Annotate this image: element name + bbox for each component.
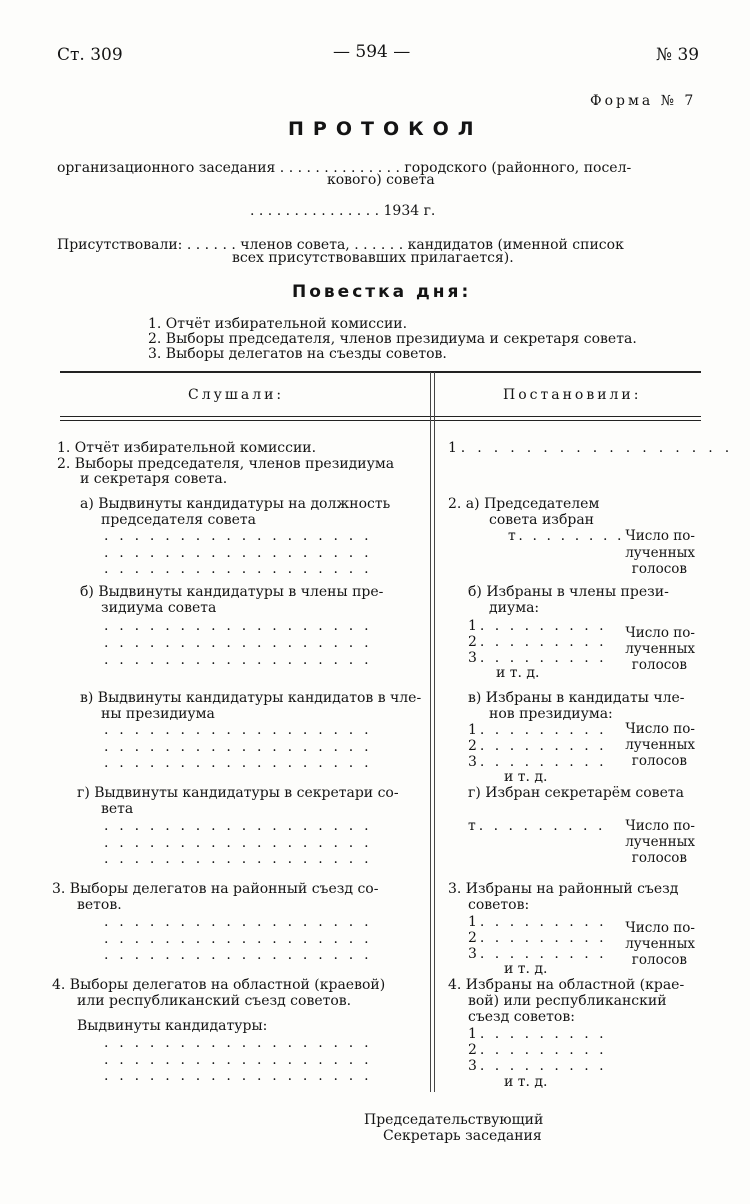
- votes-label-1: Число по-: [625, 818, 695, 834]
- votes-label-2: лученных: [625, 737, 695, 753]
- dots-row: . . . . . . . . . . . . . . . . . .: [104, 835, 372, 851]
- numbered-line: 2. . . . . . . . .: [468, 634, 607, 650]
- right-2a-name: т. . . . . . . .: [508, 528, 625, 544]
- numbered-line: 2. . . . . . . . .: [468, 930, 607, 946]
- dots-row: . . . . . . . . . . . . . . . . . .: [104, 1052, 372, 1068]
- right-2v-cont: нов президиума:: [489, 706, 613, 722]
- numbered-line: 3. . . . . . . . .: [468, 650, 607, 666]
- right-item-4-cont: вой) или республиканский: [468, 993, 667, 1009]
- agenda-item-2: 2. Выборы председателя, членов президиума и секретаря совета.: [148, 331, 637, 347]
- page-number: — 594 —: [333, 42, 411, 62]
- left-item-1: 1. Отчёт избирательной комиссии.: [57, 440, 317, 456]
- votes-label-3: голосов: [631, 561, 687, 577]
- right-item-1: 1. . . . . . . . . . . . . . . . .: [448, 440, 733, 456]
- numbered-line: 3. . . . . . . . .: [468, 1058, 607, 1074]
- present-line-1: Присутствовали: . . . . . . членов совета, . . . . . . кандидатов (именной список: [57, 237, 624, 253]
- right-item-3-cont: советов:: [468, 897, 530, 913]
- intro-line-2: кового) совета: [327, 172, 435, 188]
- votes-label-1: Число по-: [625, 625, 695, 641]
- votes-label-2: лученных: [625, 545, 695, 561]
- dots-row: . . . . . . . . . . . . . . . . . .: [104, 652, 372, 668]
- votes-label-1: Число по-: [625, 528, 695, 544]
- dots-row: . . . . . . . . . . . . . . . . . .: [104, 851, 372, 867]
- intro-line-1: организационного заседания . . . . . . . . . . . . . . городского (районного, посел-: [57, 160, 632, 176]
- votes-label-2: лученных: [625, 936, 695, 952]
- column-header-heard: Слушали:: [188, 387, 285, 403]
- left-2v: в) Выдвинуты кандидатуры кандидатов в чле-: [80, 690, 422, 706]
- form-label: Форма № 7: [590, 93, 697, 109]
- dots-row: . . . . . . . . . . . . . . . . . .: [104, 635, 372, 651]
- dots-row: . . . . . . . . . . . . . . . . . .: [104, 931, 372, 947]
- votes-label-3: голосов: [631, 850, 687, 866]
- right-2a: 2. а) Председателем: [448, 496, 600, 512]
- numbered-line: 1. . . . . . . . .: [468, 1026, 607, 1042]
- dots-row: . . . . . . . . . . . . . . . . . .: [104, 914, 372, 930]
- left-2v-cont: ны президиума: [101, 706, 215, 722]
- and-so-on: и т. д.: [504, 1074, 548, 1090]
- agenda-title: Повестка дня:: [292, 282, 472, 302]
- column-header-resolved: Постановили:: [503, 387, 642, 403]
- right-2v: в) Избраны в кандидаты чле-: [468, 690, 685, 706]
- and-so-on: и т. д.: [496, 665, 540, 681]
- left-2a: а) Выдвинуты кандидатуры на должность: [80, 496, 391, 512]
- dots-row: . . . . . . . . . . . . . . . . . .: [104, 1068, 372, 1084]
- left-2g: г) Выдвинуты кандидатуры в секретари со-: [77, 785, 399, 801]
- dots-row: . . . . . . . . . . . . . . . . . .: [104, 947, 372, 963]
- numbered-line: 1. . . . . . . . .: [468, 618, 607, 634]
- votes-label-2: лученных: [625, 641, 695, 657]
- right-2b: б) Избраны в члены прези-: [468, 584, 669, 600]
- page-ref: Ст. 309: [57, 45, 123, 65]
- right-2g: г) Избран секретарём совета: [468, 785, 684, 801]
- left-item-4-cont: или республиканский съезд советов.: [77, 993, 352, 1009]
- right-2b-cont: диума:: [489, 600, 540, 616]
- votes-label-3: голосов: [631, 952, 687, 968]
- numbered-line: 2. . . . . . . . .: [468, 1042, 607, 1058]
- left-item-2-cont: и секретаря совета.: [80, 471, 228, 487]
- table-top-rule: [60, 371, 701, 373]
- right-item-3: 3. Избраны на районный съезд: [448, 881, 679, 897]
- dots-row: . . . . . . . . . . . . . . . . . .: [104, 818, 372, 834]
- numbered-line: 3. . . . . . . . .: [468, 754, 607, 770]
- votes-label-1: Число по-: [625, 721, 695, 737]
- dots-row: . . . . . . . . . . . . . . . . . .: [104, 755, 372, 771]
- header-rule-1: [60, 416, 701, 417]
- left-item-4: 4. Выборы делегатов на областной (краевой): [52, 977, 386, 993]
- dots-row: . . . . . . . . . . . . . . . . . .: [104, 618, 372, 634]
- dots-row: . . . . . . . . . . . . . . . . . .: [104, 1035, 372, 1051]
- left-item-4-candidates: Выдвинуты кандидатуры:: [77, 1018, 268, 1034]
- document-number: № 39: [656, 45, 700, 65]
- dots-row: . . . . . . . . . . . . . . . . . .: [104, 722, 372, 738]
- left-2b-cont: зидиума совета: [101, 600, 217, 616]
- votes-label-3: голосов: [631, 657, 687, 673]
- right-2g-name: т. . . . . . . . .: [468, 818, 606, 834]
- numbered-line: 3. . . . . . . . .: [468, 946, 607, 962]
- agenda-item-3: 3. Выборы делегатов на съезды советов.: [148, 346, 447, 362]
- dots-row: . . . . . . . . . . . . . . . . . .: [104, 561, 372, 577]
- left-item-3: 3. Выборы делегатов на районный съезд со-: [52, 881, 379, 897]
- right-item-4-cont-2: съезд советов:: [468, 1009, 575, 1025]
- agenda-item-1: 1. Отчёт избирательной комиссии.: [148, 316, 408, 332]
- left-2g-cont: вета: [101, 801, 134, 817]
- column-divider-1: [430, 372, 431, 1092]
- dots-row: . . . . . . . . . . . . . . . . . .: [104, 528, 372, 544]
- signature-secretary: Секретарь заседания: [383, 1128, 542, 1144]
- dots-row: . . . . . . . . . . . . . . . . . .: [104, 545, 372, 561]
- left-2b: б) Выдвинуты кандидатуры в члены пре-: [80, 584, 384, 600]
- dots-row: . . . . . . . . . . . . . . . . . .: [104, 739, 372, 755]
- numbered-line: 1. . . . . . . . .: [468, 914, 607, 930]
- votes-label-3: голосов: [631, 753, 687, 769]
- votes-label-1: Число по-: [625, 920, 695, 936]
- left-2a-cont: председателя совета: [101, 512, 257, 528]
- left-item-3-cont: ветов.: [77, 897, 122, 913]
- left-item-2: 2. Выборы председателя, членов президиума: [57, 456, 395, 472]
- right-2a-cont: совета избран: [489, 512, 595, 528]
- and-so-on: и т. д.: [504, 961, 548, 977]
- intro-date: . . . . . . . . . . . . . . . 1934 г.: [250, 203, 436, 219]
- votes-label-2: лученных: [625, 834, 695, 850]
- right-item-4: 4. Избраны на облaстной (крае-: [448, 977, 685, 993]
- document-title: ПРОТОКОЛ: [288, 118, 483, 140]
- header-rule-2: [60, 420, 701, 421]
- numbered-line: 2. . . . . . . . .: [468, 738, 607, 754]
- present-line-2: всех присутствовавших прилагается).: [232, 250, 514, 266]
- signature-chair: Председательствующий: [364, 1112, 544, 1128]
- and-so-on: и т. д.: [504, 769, 548, 785]
- numbered-line: 1. . . . . . . . .: [468, 722, 607, 738]
- column-divider-2: [434, 372, 435, 1092]
